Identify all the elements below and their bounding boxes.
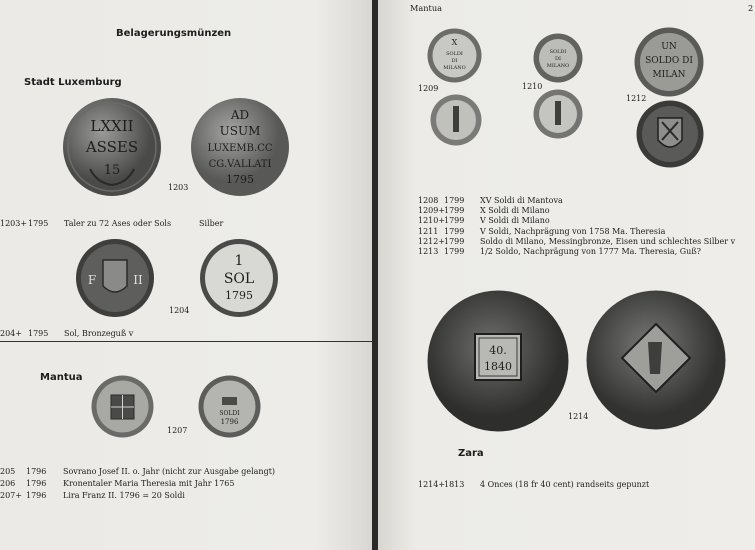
entry-year: 1799	[444, 206, 465, 215]
coin-1209-reverse	[430, 94, 482, 146]
entry-number: 205	[0, 467, 16, 476]
coin-1204r-text-3: 1795	[225, 289, 253, 302]
coin-1214-text-2: 1840	[484, 360, 512, 373]
entry-year: 1799	[444, 227, 465, 236]
coin-1212-obverse	[634, 27, 704, 97]
right-page	[378, 0, 755, 550]
entry-description: Sol, Bronzeguß v	[64, 329, 134, 338]
coin-1203r-text-5: 1795	[226, 173, 254, 186]
coin-1212-reverse	[636, 100, 704, 168]
coin-1204-obverse	[75, 238, 155, 318]
entry-year: 1799	[444, 247, 465, 256]
coin-1207-obverse	[91, 375, 154, 438]
coin-1212-text-1: UN	[661, 42, 677, 52]
entry-description: Soldo di Milano, Messingbronze, Eisen und schlechtes Silber v	[480, 237, 736, 246]
running-header: Mantua	[410, 3, 442, 13]
coin-1209-text-1: X	[451, 38, 458, 47]
entry-number: 1208	[418, 196, 439, 205]
coin-1207r-text-1: SOLDI	[219, 410, 240, 417]
entry-number: 207+	[0, 491, 22, 500]
entry-year: 1799	[444, 216, 465, 225]
entry-description: Taler zu 72 Ases oder Sols	[64, 219, 172, 228]
section-heading-mantua: Mantua	[40, 372, 83, 383]
entry-description: Lira Franz II. 1796 = 20 Soldi	[63, 491, 185, 500]
section-divider	[0, 341, 372, 342]
coin-1204r-text-2: SOL	[223, 271, 255, 287]
coin-1203-obverse	[62, 97, 162, 197]
entry-number: 1203+	[0, 219, 28, 228]
entry-year: 1799	[444, 196, 465, 205]
coin-number-1203: 1203	[168, 183, 189, 192]
coin-number-1212: 1212	[626, 94, 647, 103]
entry-number: 1213	[418, 247, 439, 256]
coin-number-1207: 1207	[167, 426, 188, 435]
coin-1207r-text-2: 1796	[220, 418, 239, 426]
left-page	[0, 0, 372, 550]
coin-1209-text-2: SOLDI	[446, 51, 463, 57]
entry-year: 1799	[444, 237, 465, 246]
coin-1210-text-2: DI	[555, 56, 561, 62]
entry-number: 1211	[418, 227, 439, 236]
entry-number: 206	[0, 479, 16, 488]
coin-1214-obverse	[427, 290, 569, 432]
entry-description: Kronentaler Maria Theresia mit Jahr 1765	[63, 479, 235, 488]
coin-1204-text-2: II	[133, 273, 143, 287]
coin-1214-text-1: 40.	[489, 344, 507, 357]
coin-1204-reverse	[199, 238, 279, 318]
coin-number-1210: 1210	[522, 82, 543, 91]
coin-1203-text-3: 15	[103, 163, 121, 178]
entry-description: X Soldi di Milano	[480, 206, 550, 215]
coin-1210-text-3: MILANO	[546, 63, 570, 69]
coin-1212-text-2: SOLDO DI	[645, 56, 693, 66]
entry-number: 1214+	[418, 480, 446, 489]
page-number: 2	[748, 3, 754, 13]
entry-number: 1210+	[418, 216, 446, 225]
coin-1210-text-1: SOLDI	[549, 49, 567, 55]
entry-description: V Soldi, Nachprägung von 1758 Ma. Theresia	[480, 227, 666, 236]
coin-1212-text-3: MILAN	[652, 70, 686, 80]
coin-1204-text-1: F	[87, 273, 97, 287]
coin-1204r-text-1: 1	[234, 253, 244, 269]
entry-year: 1795	[28, 219, 49, 228]
entry-number: 204+	[0, 329, 22, 338]
coin-1209-text-3: DI	[451, 58, 458, 64]
entry-metal: Silber	[199, 219, 224, 228]
coin-1203r-text-2: USUM	[219, 124, 261, 138]
entry-year: 1796	[26, 467, 47, 476]
entry-year: 1813	[444, 480, 465, 489]
entry-number: 1212+	[418, 237, 446, 246]
page-title: Belagerungsmünzen	[116, 28, 232, 39]
coin-1210-reverse	[533, 89, 583, 139]
coin-number-1214: 1214	[568, 412, 589, 421]
coin-1209-text-4: MILANO	[443, 65, 466, 71]
coin-1214-reverse	[586, 290, 726, 430]
coin-1210-obverse	[533, 33, 583, 83]
entry-description: Sovrano Josef II. o. Jahr (nicht zur Ausgabe gelangt)	[63, 467, 276, 476]
coin-number-1209: 1209	[418, 84, 439, 93]
entry-description: 4 Onces (18 fr 40 cent) randseits gepunzt	[480, 480, 650, 489]
coin-1203-reverse	[190, 97, 290, 197]
entry-year: 1796	[26, 491, 47, 500]
coin-1203-text-2: ASSES	[85, 138, 139, 156]
coin-1203-text-1: LXXII	[90, 117, 134, 135]
coin-1203r-text-4: CG.VALLATI	[208, 159, 272, 170]
entry-description: XV Soldi di Mantova	[480, 196, 563, 205]
entry-number: 1209+	[418, 206, 446, 215]
coin-1209-obverse	[427, 28, 482, 83]
coin-1207-reverse	[198, 375, 261, 438]
coin-1203r-text-3: LUXEMB.CC	[207, 143, 273, 154]
section-heading-zara: Zara	[458, 448, 484, 459]
entry-year: 1795	[28, 329, 49, 338]
section-heading-luxemburg: Stadt Luxemburg	[24, 77, 122, 88]
coin-1203r-text-1: AD	[230, 108, 250, 122]
entry-description: 1/2 Soldo, Nachprägung von 1777 Ma. Theresia, Guß?	[480, 247, 701, 256]
coin-number-1204: 1204	[169, 306, 190, 315]
entry-description: V Soldi di Milano	[480, 216, 550, 225]
entry-year: 1796	[26, 479, 47, 488]
